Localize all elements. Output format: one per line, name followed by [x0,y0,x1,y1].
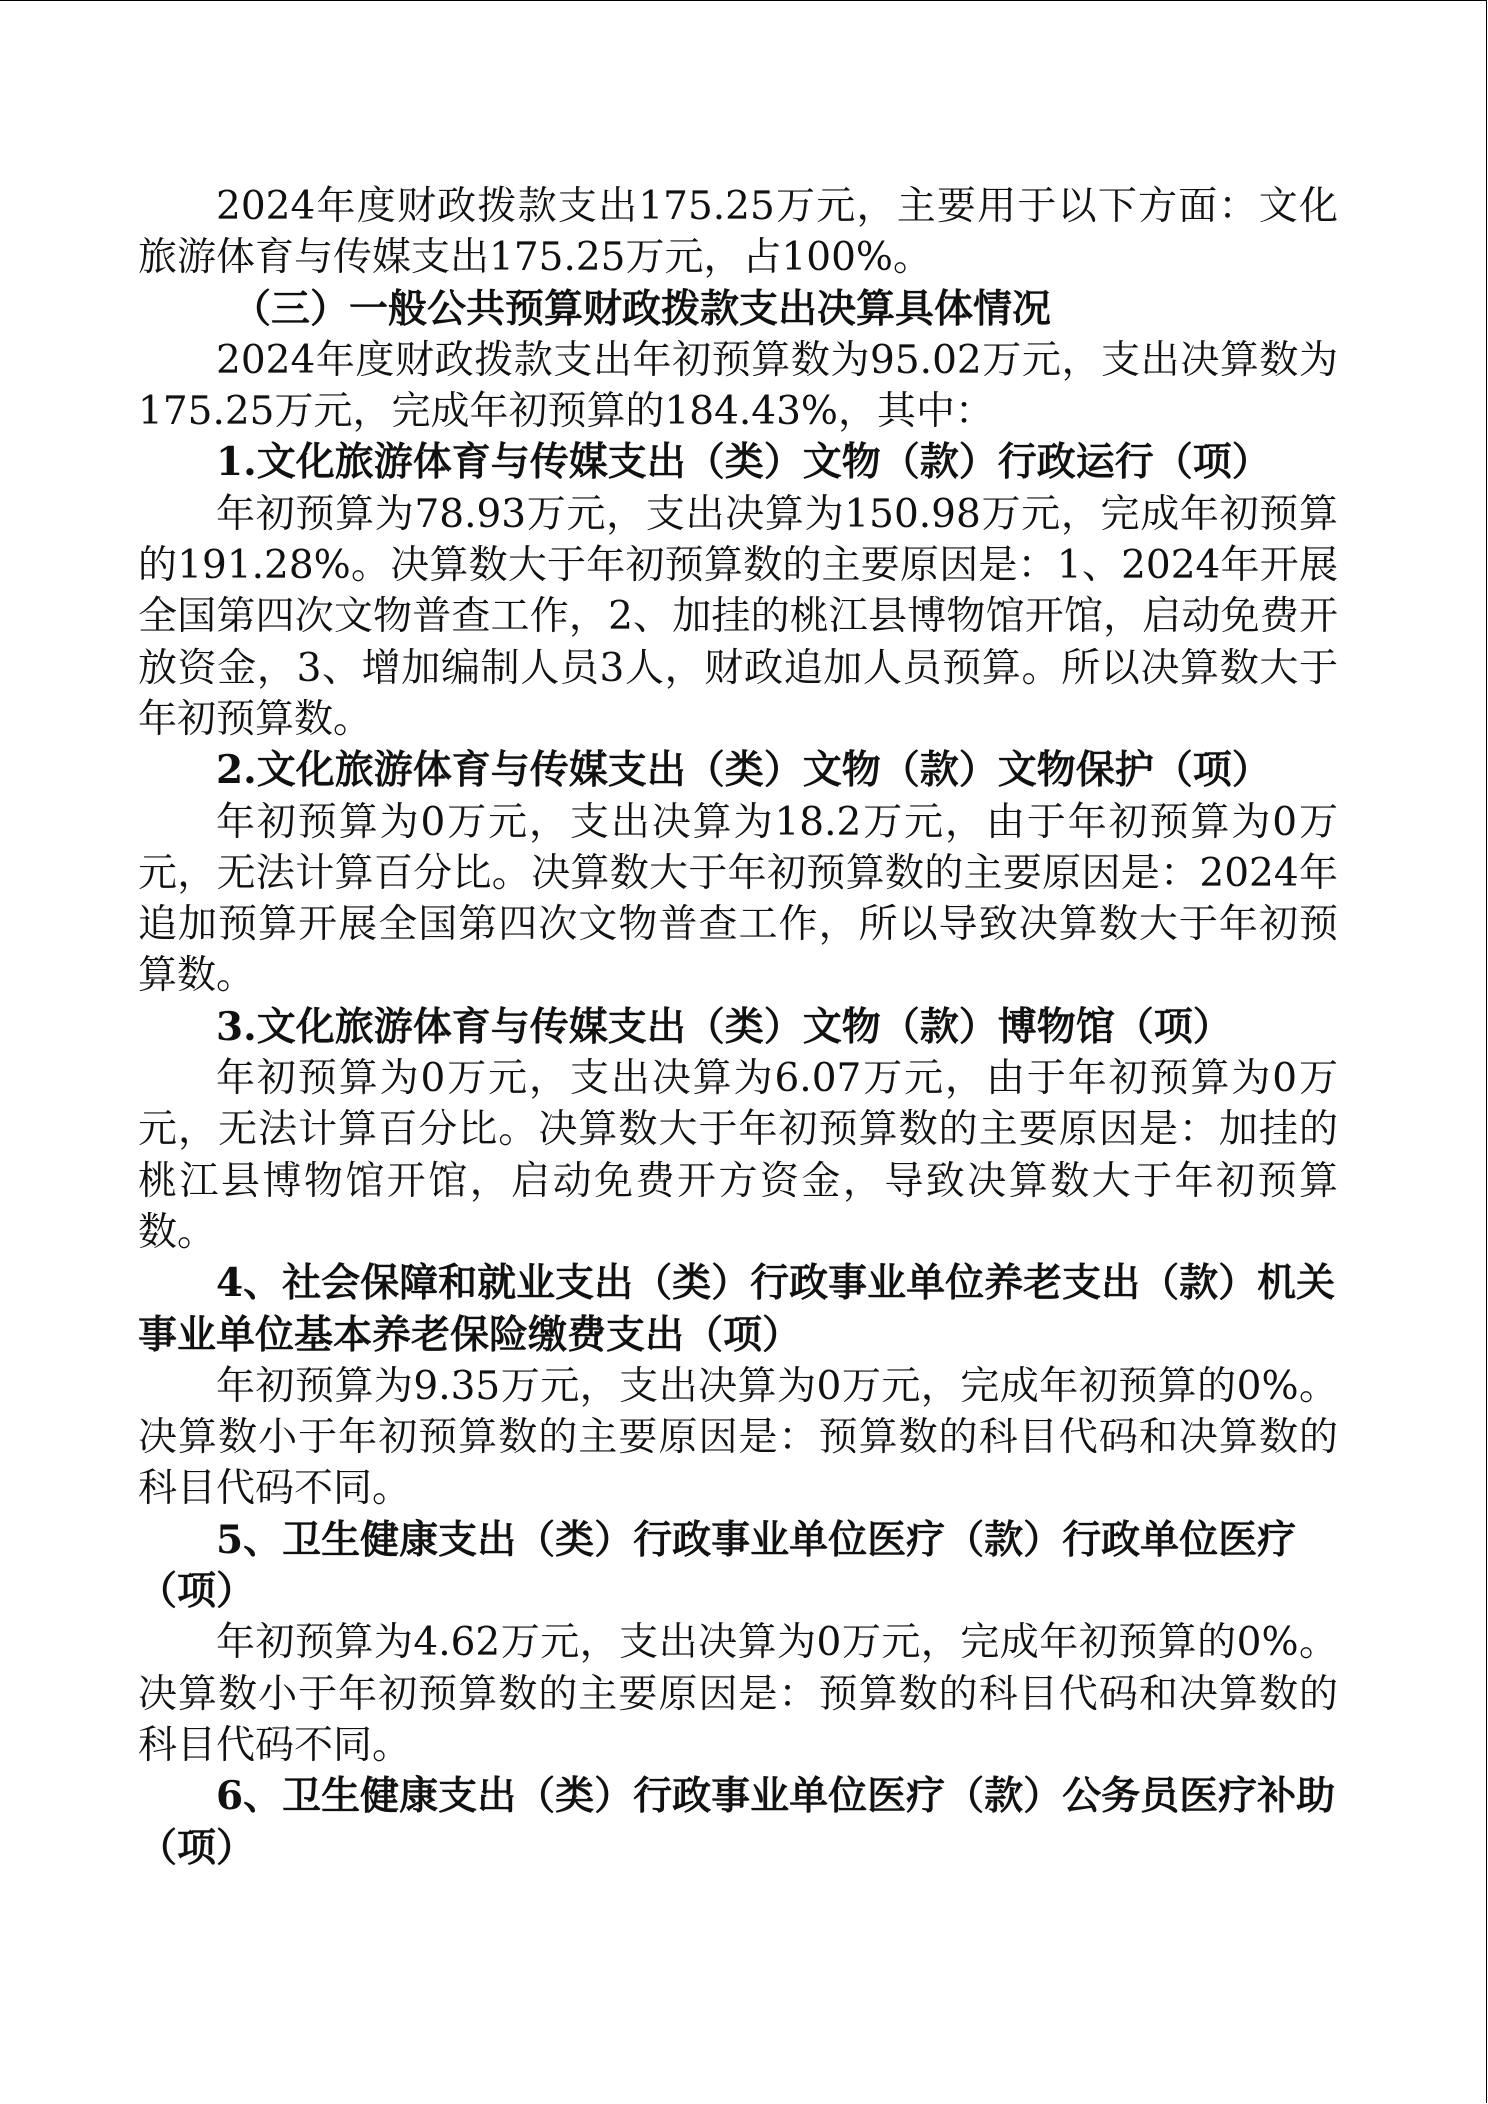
section-heading: （三）一般公共预算财政拨款支出决算具体情况 [232,285,1052,332]
item-heading-2: 2.文化旅游体育与传媒支出（类）文物（款）文物保护（项） [216,747,1271,794]
item-heading-6: 6、卫生健康支出（类）行政事业单位医疗（款）公务员医疗补助（项） [138,1773,1336,1871]
item-heading-4: 4、社会保障和就业支出（类）行政事业单位养老支出（款）机关事业单位基本养老保险缴费支出（项） [138,1260,1336,1358]
item-body-1: 年初预算为78.93万元，支出决算为150.98万元，完成年初预算的191.28%。决算数大于年初预算数的主要原因是：1、2024年开展全国第四次文物普查工作，2、加挂的桃江县博物馆开馆，启动免费开放资金，3、增加编制人员3人，财政追加人员预算。所以决算数大于年初预算数。 [138,491,1338,742]
item-body-2: 年初预算为0万元，支出决算为18.2万元，由于年初预算为0万元，无法计算百分比。决算数大于年初预算数的主要原因是：2024年追加预算开展全国第四次文物普查工作，所以导致决算数大于年初预算数。 [138,799,1338,999]
summary-paragraph: 2024年度财政拨款支出年初预算数为95.02万元，支出决算数为175.25万元，完成年初预算的184.43%，其中： [138,337,1338,435]
intro-paragraph: 2024年度财政拨款支出175.25万元，主要用于以下方面：文化旅游体育与传媒支出175.25万元，占100%。 [138,184,1338,281]
item-body-5: 年初预算为4.62万元，支出决算为0万元，完成年初预算的0%。决算数小于年初预算数的主要原因是：预算数的科目代码和决算数的科目代码不同。 [138,1620,1338,1768]
document-body [138,181,1338,1874]
item-heading-3: 3.文化旅游体育与传媒支出（类）文物（款）博物馆（项） [216,1003,1232,1050]
item-body-3: 年初预算为0万元，支出决算为6.07万元，由于年初预算为0万元，无法计算百分比。决算数大于年初预算数的主要原因是：加挂的桃江县博物馆开馆，启动免费开方资金，导致决算数大于年初预算数。 [138,1056,1338,1255]
item-heading-1: 1.文化旅游体育与传媒支出（类）文物（款）行政运行（项） [216,439,1271,486]
item-body-4: 年初预算为9.35万元，支出决算为0万元，完成年初预算的0%。决算数小于年初预算数的主要原因是：预算数的科目代码和决算数的科目代码不同。 [138,1363,1338,1512]
item-heading-5: 5、卫生健康支出（类）行政事业单位医疗（款）行政单位医疗（项） [138,1516,1297,1615]
